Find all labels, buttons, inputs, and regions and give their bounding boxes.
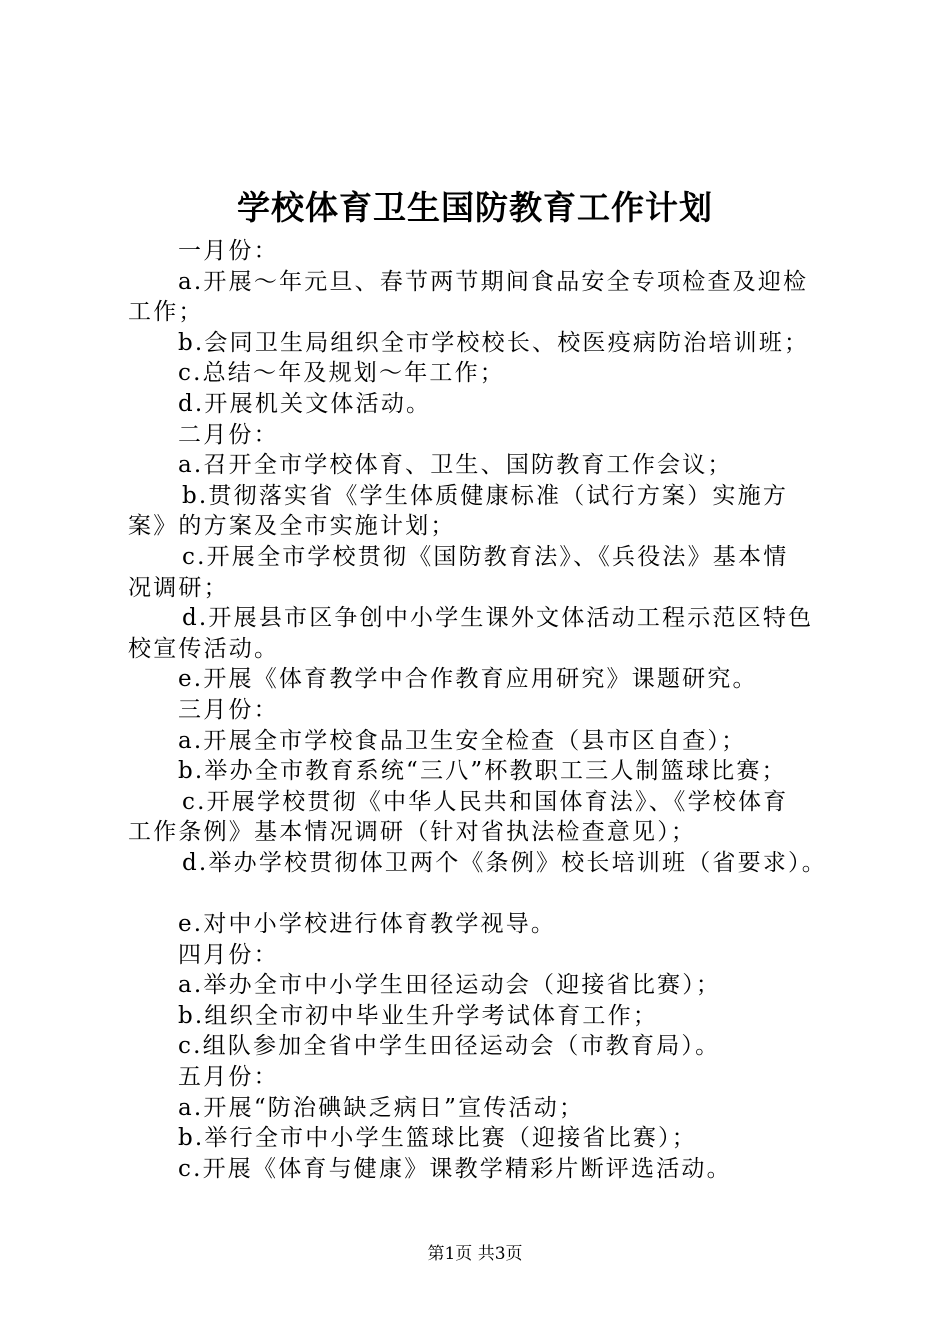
paragraph-line: 三月份： — [178, 696, 279, 723]
paragraph-line: b.会同卫生局组织全市学校校长、校医疫病防治培训班； — [178, 329, 810, 356]
paragraph-line: 校宣传活动。 — [128, 635, 280, 662]
paragraph-line: d.举办学校贯彻体卫两个《条例》校长培训班（省要求）。 — [182, 849, 827, 876]
paragraph-line: 工作； — [128, 299, 204, 326]
paragraph-line: 工作条例》基本情况调研（针对省执法检查意见）； — [128, 819, 697, 846]
paragraph-line: 况调研； — [128, 574, 229, 601]
paragraph-line: c.开展全市学校贯彻《国防教育法》、《兵役法》基本情 — [182, 543, 789, 570]
paragraph-line: d.开展县市区争创中小学生课外文体活动工程示范区特色 — [182, 605, 814, 632]
paragraph-line: a.召开全市学校体育、卫生、国防教育工作会议； — [178, 452, 733, 479]
paragraph-line: e.开展《体育教学中合作教育应用研究》课题研究。 — [178, 666, 758, 693]
paragraph-line: b.贯彻落实省《学生体质健康标准（试行方案）实施方 — [182, 482, 789, 509]
paragraph-line: 一月份： — [178, 238, 279, 264]
paragraph-line: b.举办全市教育系统“三八”杯教职工三人制篮球比赛； — [178, 758, 787, 785]
document-title: 学校体育卫生国防教育工作计划 — [237, 188, 713, 227]
paragraph-line: c.总结～年及规划～年工作； — [178, 360, 505, 387]
document-body — [128, 236, 848, 1184]
paragraph-line: d.开展机关文体活动。 — [178, 390, 432, 417]
paragraph-line: 案》的方案及全市实施计划； — [128, 513, 456, 540]
paragraph-line: c.开展学校贯彻《中华人民共和国体育法》、《学校体育 — [182, 788, 789, 815]
paragraph-line: b.组织全市初中毕业生升学考试体育工作； — [178, 1002, 659, 1029]
paragraph-line: c.开展《体育与健康》课教学精彩片断评选活动。 — [178, 1155, 732, 1182]
paragraph-line: a.开展“防治碘缺乏病日”宣传活动； — [178, 1094, 585, 1121]
paragraph-line: a.开展～年元旦、春节两节期间食品安全专项检查及迎检 — [178, 268, 809, 295]
paragraph-line: 二月份： — [178, 421, 279, 448]
paragraph-line: c.组队参加全省中学生田径运动会（市教育局）。 — [178, 1033, 721, 1060]
paragraph-line: 四月份： — [178, 941, 279, 968]
paragraph-line: b.举行全市中小学生篮球比赛（迎接省比赛）； — [178, 1125, 697, 1152]
blank-line — [128, 878, 848, 909]
paragraph-line: a.举办全市中小学生田径运动会（迎接省比赛）； — [178, 972, 722, 999]
paragraph-line: a.开展全市学校食品卫生安全检查（县市区自查）； — [178, 727, 747, 754]
page-footer: 第1页 共3页 — [427, 1244, 523, 1264]
paragraph-line: 五月份： — [178, 1064, 279, 1091]
paragraph-line: e.对中小学校进行体育教学视导。 — [178, 911, 557, 938]
